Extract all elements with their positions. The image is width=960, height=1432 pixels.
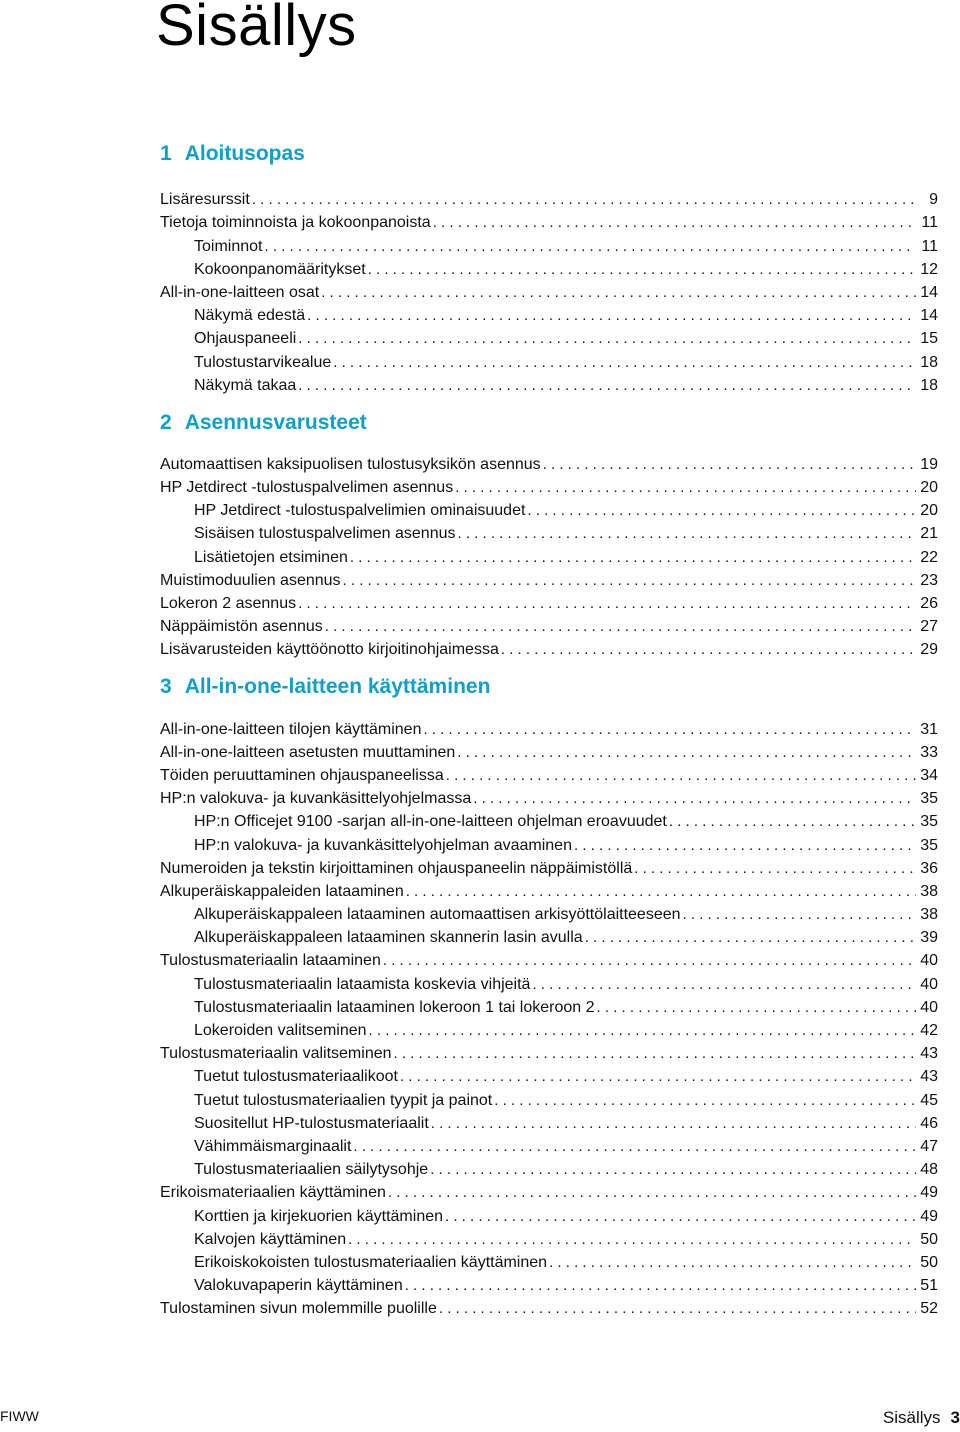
toc-entry-page: 50: [920, 1253, 938, 1271]
dot-leader: [543, 455, 916, 474]
toc-entry-page: 20: [920, 479, 938, 497]
toc-entry[interactable]: [160, 1272, 938, 1295]
toc-entry[interactable]: [160, 636, 938, 659]
toc-entry[interactable]: [160, 762, 938, 785]
toc-entry-page: 43: [920, 1068, 938, 1086]
toc-entry-page: 21: [920, 525, 938, 543]
toc-entry-label: Vähimmäismarginaalit: [194, 1137, 352, 1155]
toc-entry[interactable]: [160, 1202, 938, 1225]
toc-entry[interactable]: [160, 302, 938, 325]
dot-leader: [298, 594, 916, 613]
dot-leader: [321, 283, 916, 302]
toc-entry[interactable]: [160, 1156, 938, 1179]
toc-entry[interactable]: [160, 1295, 938, 1318]
toc-entry[interactable]: [160, 451, 938, 474]
dot-leader: [597, 998, 916, 1017]
toc-entry-label: Näppäimistön asennus: [160, 618, 323, 636]
toc-entry-page: 31: [920, 720, 938, 738]
dot-leader: [431, 1114, 916, 1133]
dot-leader: [501, 640, 916, 659]
toc-entry[interactable]: [160, 1226, 938, 1249]
dot-leader: [445, 1207, 916, 1226]
chapter-number: 1: [160, 142, 172, 165]
toc-entry-label: Lisätietojen etsiminen: [194, 548, 348, 566]
toc-entry[interactable]: [160, 924, 938, 947]
toc-entry-page: 18: [920, 376, 938, 394]
toc-entry-page: 12: [920, 260, 938, 278]
chapter-heading[interactable]: [160, 130, 938, 186]
toc-entry[interactable]: [160, 186, 938, 209]
toc-entry-label: Valokuvapaperin käyttäminen: [194, 1277, 403, 1295]
dot-leader: [446, 766, 916, 785]
toc-entry-page: 38: [920, 882, 938, 900]
chapter-title: All-in-one-laitteen käyttäminen: [184, 675, 491, 699]
toc-entry-page: 49: [920, 1184, 938, 1202]
dot-leader: [585, 928, 916, 947]
toc-entry[interactable]: [160, 1086, 938, 1109]
dot-leader: [634, 859, 916, 878]
footer-edition: FIWW: [0, 1408, 39, 1424]
dot-leader: [325, 617, 916, 636]
footer-section: Sisällys: [882, 1408, 941, 1427]
toc-entry-page: 40: [920, 998, 938, 1016]
toc-entry[interactable]: [160, 372, 938, 395]
dot-leader: [369, 1021, 916, 1040]
dot-leader: [368, 260, 916, 279]
toc-entry-label: Korttien ja kirjekuorien käyttäminen: [194, 1207, 444, 1225]
toc-entry-page: 35: [920, 836, 938, 854]
toc-entry-page: 43: [920, 1045, 938, 1063]
toc-entry-page: 14: [920, 283, 938, 301]
toc-entry-label: HP Jetdirect -tulostuspalvelimien ominaisuudet: [194, 502, 526, 520]
toc-entry-label: Töiden peruuttaminen ohjauspaneelissa: [160, 766, 444, 784]
toc-entry-page: 36: [920, 859, 938, 877]
toc-entry-page: 14: [920, 307, 938, 325]
toc-entry[interactable]: [160, 739, 938, 762]
toc-entry-label: Tulostusmateriaalien säilytysohje: [194, 1161, 429, 1179]
toc-entry[interactable]: [160, 947, 938, 970]
toc-entry-page: 52: [920, 1300, 938, 1318]
dot-leader: [574, 836, 916, 855]
toc-entry-page: 23: [920, 571, 938, 589]
dot-leader: [343, 571, 916, 590]
dot-leader: [457, 524, 916, 543]
toc-entry-page: 45: [920, 1091, 938, 1109]
toc-entry[interactable]: [160, 785, 938, 808]
toc-entry-page: 40: [920, 952, 938, 970]
toc-entry-page: 34: [920, 766, 938, 784]
toc-entry-label: Tulostusmateriaalin lataaminen lokeroon 1 tai lokeroon 2: [194, 998, 595, 1016]
toc-entry-page: 46: [920, 1114, 938, 1132]
toc-entry[interactable]: [160, 1040, 938, 1063]
dot-leader: [353, 1137, 916, 1156]
dot-leader: [298, 376, 916, 395]
dot-leader: [457, 743, 916, 762]
dot-leader: [350, 548, 916, 567]
toc-entry-page: 11: [921, 214, 938, 232]
toc-entry-label: Muistimoduulien asennus: [160, 571, 341, 589]
toc-entry[interactable]: [160, 1179, 938, 1202]
toc-entry[interactable]: [160, 1133, 938, 1156]
chapter-heading[interactable]: [160, 395, 938, 451]
toc-entry-page: 47: [920, 1137, 938, 1155]
toc-entry-page: 22: [920, 548, 938, 566]
page-title: Sisällys: [156, 0, 357, 58]
toc-entry-page: 11: [921, 237, 938, 255]
toc-entry[interactable]: [160, 808, 938, 831]
toc-entry-page: 33: [920, 743, 938, 761]
toc-entry[interactable]: [160, 256, 938, 279]
footer-page-info: [883, 1408, 960, 1428]
dot-leader: [252, 190, 916, 209]
toc-entry-page: 19: [920, 455, 938, 473]
toc-entry[interactable]: [160, 970, 938, 993]
toc-entry-label: Erikoismateriaalien käyttäminen: [160, 1184, 386, 1202]
dot-leader: [494, 1091, 916, 1110]
toc-entry-label: Toiminnot: [194, 237, 263, 255]
toc-entry-label: Tulostusmateriaalin lataaminen: [160, 952, 381, 970]
dot-leader: [455, 478, 916, 497]
toc-entry-page: 18: [920, 353, 938, 371]
toc-entry-label: Lokeron 2 asennus: [160, 595, 297, 612]
toc-entry[interactable]: [160, 232, 938, 255]
chapter-title: Asennusvarusteet: [184, 410, 367, 434]
dot-leader: [430, 1160, 916, 1179]
toc-entry-page: 20: [920, 502, 938, 520]
toc-entry-label: Numeroiden ja tekstin kirjoittaminen ohjauspaneelin näppäimistöllä: [160, 859, 633, 877]
toc-entry-page: 35: [920, 790, 938, 808]
toc-entry-label: All-in-one-laitteen tilojen käyttäminen: [160, 720, 422, 738]
toc-entry-label: Lokeroiden valitseminen: [194, 1022, 367, 1039]
toc-entry-label: Kokoonpanomääritykset: [194, 260, 366, 278]
toc-entry-label: Alkuperäiskappaleiden lataaminen: [160, 882, 404, 900]
toc-entry-label: Tulostusmateriaalin valitseminen: [160, 1045, 392, 1063]
toc-entry-label: Näkymä edestä: [194, 307, 306, 325]
toc-entry-label: HP:n valokuva- ja kuvankäsittelyohjelmassa: [160, 790, 472, 808]
toc-entry[interactable]: [160, 994, 938, 1017]
dot-leader: [527, 501, 916, 520]
toc-entry-label: All-in-one-laitteen asetusten muuttaminen: [160, 743, 456, 761]
footer-page-number: 3: [950, 1408, 960, 1427]
toc-entry-label: HP Jetdirect -tulostuspalvelimen asennus: [160, 479, 454, 497]
toc-entry[interactable]: [160, 878, 938, 901]
toc-entry-label: Suositellut HP-tulostusmateriaalit: [194, 1114, 429, 1132]
toc-entry[interactable]: [160, 901, 938, 924]
dot-leader: [683, 905, 916, 924]
toc-entry[interactable]: [160, 590, 938, 613]
dot-leader: [405, 1276, 916, 1295]
toc-entry[interactable]: [160, 567, 938, 590]
toc-entry-page: 49: [920, 1207, 938, 1225]
chapter-heading[interactable]: [160, 659, 938, 715]
dot-leader: [549, 1253, 916, 1272]
toc-entry[interactable]: [160, 1249, 938, 1272]
toc-entry[interactable]: [160, 613, 938, 636]
toc-entry[interactable]: [160, 520, 938, 543]
toc-entry[interactable]: [160, 1110, 938, 1133]
toc-entry[interactable]: [160, 831, 938, 854]
toc-entry-page: 27: [920, 618, 938, 636]
dot-leader: [394, 1044, 916, 1063]
toc-entry[interactable]: [160, 543, 938, 566]
toc-entry-page: 15: [920, 330, 938, 348]
toc-entry[interactable]: [160, 209, 938, 232]
chapter-title: Aloitusopas: [184, 142, 305, 165]
toc-entry-label: Lisäresurssit: [160, 191, 250, 209]
toc-entry-label: Lisävarusteiden käyttöönotto kirjoitinohjaimessa: [160, 641, 499, 659]
dot-leader: [439, 1299, 916, 1318]
toc-entry-label: Tulostusmateriaalin lataamista koskevia vihjeitä: [194, 975, 531, 993]
dot-leader: [307, 306, 916, 325]
dot-leader: [423, 720, 916, 739]
dot-leader: [383, 951, 916, 970]
toc-entry-label: All-in-one-laitteen osat: [160, 283, 320, 301]
toc-entry-label: Automaattisen kaksipuolisen tulostusyksikön asennus: [160, 455, 541, 473]
toc-entry-label: Alkuperäiskappaleen lataaminen automaattisen arkisyöttölaitteeseen: [194, 906, 681, 924]
dot-leader: [298, 329, 916, 348]
toc-entry-label: HP:n valokuva- ja kuvankäsittelyohjelman avaaminen: [194, 836, 572, 854]
dot-leader: [433, 213, 916, 232]
toc-entry[interactable]: [160, 1063, 938, 1086]
toc-entry-label: Tulostaminen sivun molemmille puolille: [160, 1300, 437, 1318]
toc-entry-page: 51: [920, 1277, 938, 1295]
toc-entry[interactable]: [160, 325, 938, 348]
toc-entry-page: 50: [920, 1230, 938, 1248]
dot-leader: [406, 882, 916, 901]
toc-entry-label: Erikoiskokoisten tulostusmateriaalien käyttäminen: [194, 1253, 548, 1271]
toc-entry-page: 35: [920, 813, 938, 831]
toc-entry-label: Alkuperäiskappaleen lataaminen skannerin lasin avulla: [194, 929, 583, 947]
toc-entry[interactable]: [160, 279, 938, 302]
toc-entry-label: Ohjauspaneeli: [194, 330, 297, 348]
chapter-number: 2: [160, 410, 172, 434]
toc-entry-label: Tuetut tulostusmateriaalikoot: [194, 1068, 398, 1086]
toc-entry-page: 26: [920, 595, 938, 612]
toc-entry-label: Tuetut tulostusmateriaalien tyypit ja painot: [194, 1091, 493, 1109]
chapter-number: 3: [160, 675, 172, 699]
dot-leader: [669, 812, 916, 831]
dot-leader: [388, 1183, 916, 1202]
dot-leader: [348, 1230, 916, 1249]
dot-leader: [333, 353, 916, 372]
dot-leader: [400, 1067, 916, 1086]
page-footer: [0, 1408, 960, 1432]
toc-entry-label: HP:n Officejet 9100 -sarjan all-in-one-laitteen ohjelman eroavuudet: [194, 813, 667, 831]
dot-leader: [473, 789, 916, 808]
toc-entry[interactable]: [160, 1017, 938, 1040]
toc-entry-page: 9: [929, 191, 938, 209]
toc-entry-page: 38: [920, 906, 938, 924]
toc-entry-page: 39: [920, 929, 938, 947]
toc-entry[interactable]: [160, 348, 938, 371]
toc-entry-label: Kalvojen käyttäminen: [194, 1230, 347, 1248]
toc-entry-label: Näkymä takaa: [194, 376, 297, 394]
toc-entry[interactable]: [160, 474, 938, 497]
toc-entry-label: Tulostustarvikealue: [194, 353, 332, 371]
toc-entry-page: 42: [920, 1022, 938, 1039]
dot-leader: [532, 975, 916, 994]
toc-entry-label: Sisäisen tulostuspalvelimen asennus: [194, 525, 456, 543]
toc-entry[interactable]: [160, 497, 938, 520]
table-of-contents: [160, 130, 938, 1318]
toc-entry-page: 48: [920, 1161, 938, 1179]
toc-entry-label: Tietoja toiminnoista ja kokoonpanoista: [160, 214, 431, 232]
toc-entry-page: 40: [920, 975, 938, 993]
toc-entry[interactable]: [160, 715, 938, 738]
dot-leader: [264, 237, 916, 256]
toc-entry[interactable]: [160, 855, 938, 878]
toc-entry-page: 29: [920, 641, 938, 659]
